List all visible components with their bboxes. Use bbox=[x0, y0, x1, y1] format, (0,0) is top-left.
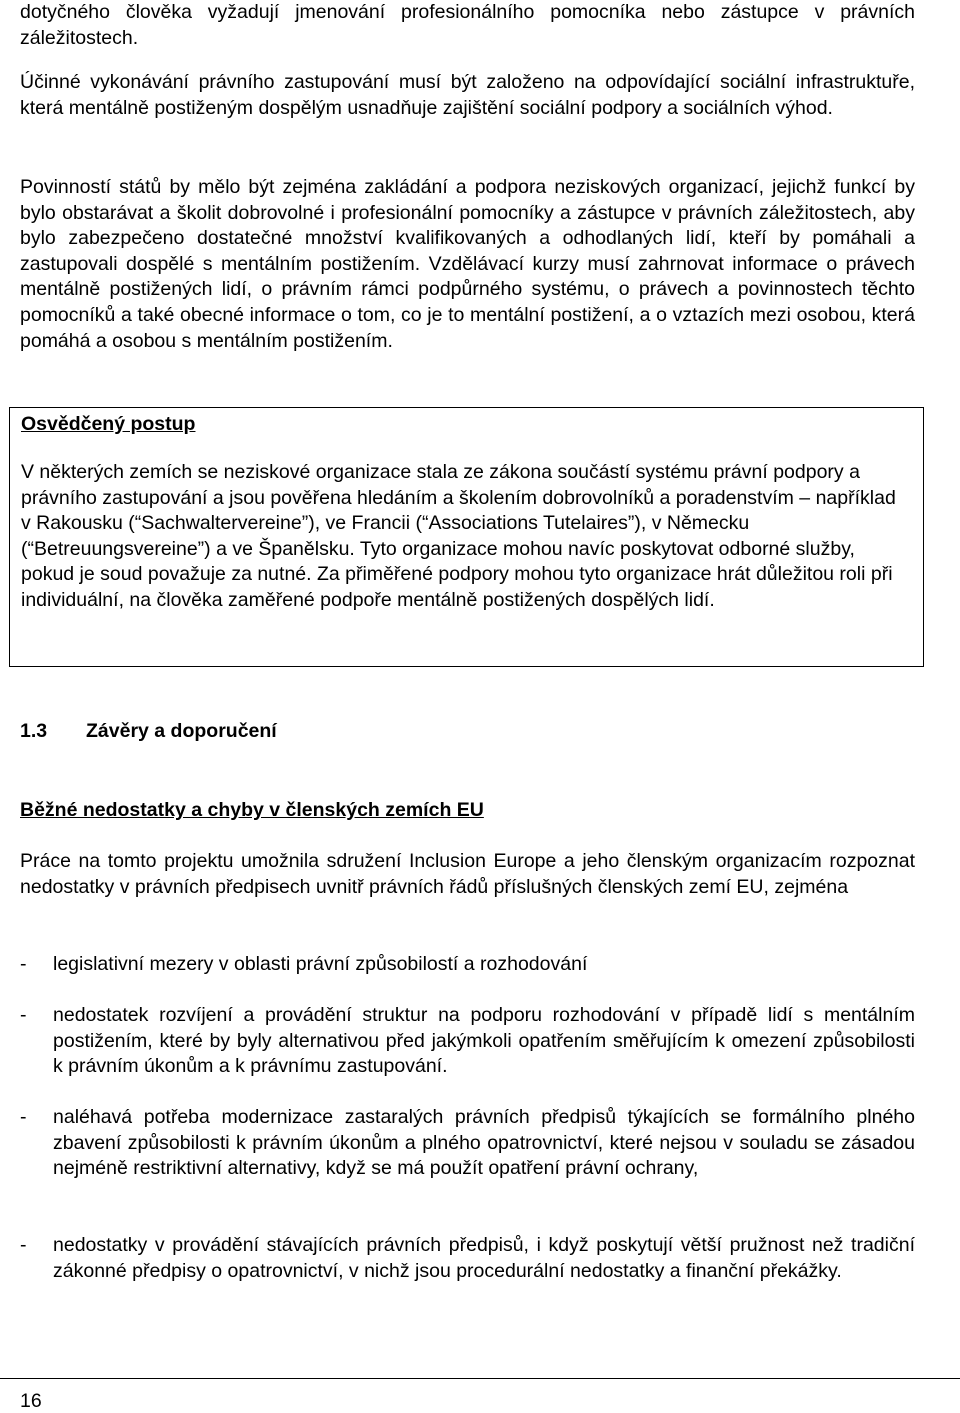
paragraph-1: dotyčného člověka vyžadují jmenování profesionálního pomocníka nebo zástupce v právních záležitostech. bbox=[20, 1, 915, 49]
section-title: Závěry a doporučení bbox=[86, 720, 277, 742]
paragraph-2: Účinné vykonávání právního zastupování musí být založeno na odpovídající sociální infrastruktuře, která mentálně postiženým dospělým usnadňuje zajištění sociální podpory a sociálních výhod. bbox=[20, 71, 915, 119]
list-item-text: nedostatek rozvíjení a provádění struktur na podporu rozhodování v případě lidí s mentálním postižením, které by byly alternativou před jakýmkoli opatřením směřujícím k omezení způsobilosti k právním úkonům a k právnímu zastupování. bbox=[53, 1004, 915, 1078]
best-practice-title: Osvědčený postup bbox=[21, 413, 196, 435]
footer-divider bbox=[0, 1378, 960, 1379]
paragraph-3: Povinností států by mělo být zejména zakládání a podpora neziskových organizací, jejichž funkcí by bylo obstarávat a školit dobrovolné i profesionální pomocníky a zástupce v právních záležitostech, aby bylo zabezpečeno dostatečné množství kvalifikovaných a odhodlaných lidí, kteří by pomáhali a zastupovali dospělé s mentálním postižením. Vzdělávací kurzy musí zahrnovat informace o právech mentálně postižených lidí, o právním rámci podpůrného systému, o právech a povinnostech těchto pomocníků a také obecné informace o tom, co je to mentální postižení, a o vztazích mezi osobou, která pomáhá a osobou s mentálním postižením. bbox=[20, 176, 915, 352]
subsection-heading: Běžné nedostatky a chyby v členských zemích EU bbox=[20, 799, 484, 821]
best-practice-box bbox=[9, 407, 924, 667]
list-dash: - bbox=[20, 1234, 27, 1256]
list-item-text: legislativní mezery v oblasti právní způsobilostí a rozhodování bbox=[53, 953, 588, 975]
list-item bbox=[20, 1105, 915, 1182]
list-item-text: naléhavá potřeba modernizace zastaralých právních předpisů týkajících se formálního plného zbavení způsobilosti k právním úkonům a plného opatrovnictví, které nejsou v souladu se zásadou nejméně restriktivní alternativy, když se má použít opatření právní ochrany, bbox=[53, 1106, 915, 1180]
list-dash: - bbox=[20, 1004, 27, 1026]
section-heading bbox=[20, 720, 277, 743]
subsection-intro: Práce na tomto projektu umožnila sdružení Inclusion Europe a jeho členským organizacím rozpoznat nedostatky v právních předpisech uvnitř právních řádů příslušných členských zemí EU, zejména bbox=[20, 850, 915, 898]
list-item bbox=[20, 952, 915, 978]
best-practice-text: V některých zemích se neziskové organizace stala ze zákona součástí systému právní podpory a právního zastupování a jsou pověřena hledáním a školením dobrovolníků a poradenstvím – například v Rakousku (“Sachwaltervereine”), ve Francii (“Associations Tutelaires”), v Německu (“Betreuungsvereine”) a ve Španělsku. Tyto organizace mohou navíc poskytovat odborné služby, pokud je soud považuje za nutné. Za přiměřené podpory mohou tyto organizace hrát důležitou roli při individuální, na člověka zaměřené podpoře mentálně postižených dospělých lidí. bbox=[21, 461, 896, 611]
list-dash: - bbox=[20, 1106, 27, 1128]
section-number: 1.3 bbox=[20, 720, 48, 742]
list-item bbox=[20, 1003, 915, 1080]
list-item-text: nedostatky v provádění stávajících právních předpisů, i když poskytují větší pružnost než tradiční zákonné předpisy o opatrovnictví, v nichž jsou procedurální nedostatky a finanční překážky. bbox=[53, 1234, 915, 1282]
page-number: 16 bbox=[20, 1390, 42, 1412]
list-dash: - bbox=[20, 953, 27, 975]
list-item bbox=[20, 1233, 915, 1284]
